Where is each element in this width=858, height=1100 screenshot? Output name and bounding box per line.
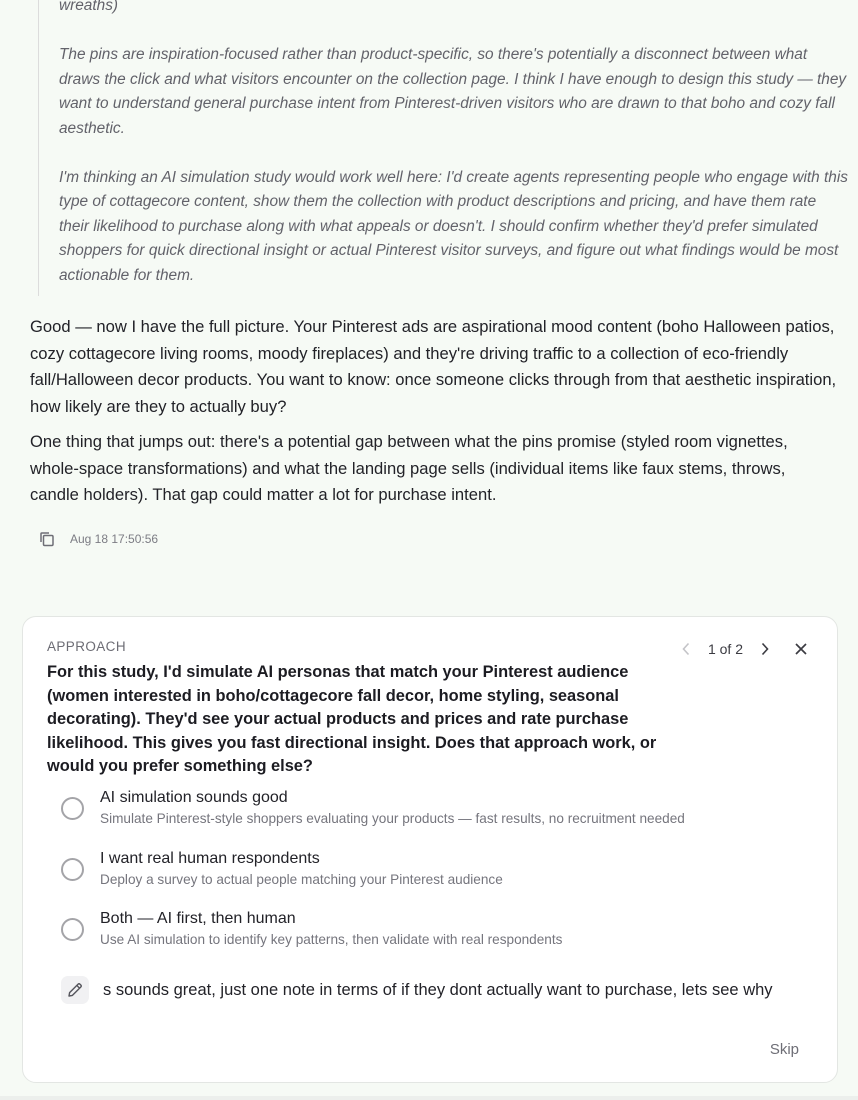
option-description: Use AI simulation to identify key patterns, then validate with real respondents [100,932,563,947]
prev-button[interactable] [678,641,694,657]
divider [0,1096,858,1100]
option-ai-simulation[interactable] [61,789,801,839]
thinking-block [38,0,850,296]
response-paragraph: One thing that jumps out: there's a potential gap between what the pins promise (styled room vignettes, whole-space transformations) and what the landing page sells (individual items like faux stems, throws, candle holders). That gap could matter a lot for purchase intent. [30,432,788,504]
assistant-response [30,314,838,509]
thinking-paragraph: The pins are inspiration-focused rather than product-specific, so there's potentially a disconnect between what draws the click and what visitors encounter on the collection page. I think I have enough to design this study — they want to understand general purchase intent from Pinterest-driven visitors who are drawn to that boho and cozy fall aesthetic. [59,46,847,137]
option-description: Simulate Pinterest-style shoppers evaluating your products — fast results, no recruitment needed [100,811,685,826]
option-title: I want real human respondents [100,850,320,867]
pencil-icon [66,981,84,999]
next-button[interactable] [757,641,773,657]
response-paragraph: Good — now I have the full picture. Your Pinterest ads are aspirational mood content (boho Halloween patios, cozy cottagecore living rooms, moody fireplaces) and they're driving traffic to a collection of eco-friendly fall/Halloween decor products. You want to know: once someone clicks through from that aesthetic inspiration, how likely are they to actually buy? [30,317,837,416]
option-title: AI simulation sounds good [100,789,288,806]
custom-answer [61,975,811,1005]
chevron-left-icon [681,642,691,656]
thinking-paragraph: I'm thinking an AI simulation study would work well here: I'd create agents representing people who engage with this type of cottagecore content, show them the collection with product descriptions and pricing, and have them rate their likelihood to purchase along with what appeals or doesn't. I should confirm whether they'd prefer simulated shoppers for quick directional insight or actual Pinterest visitor surveys, and figure out what findings would be most actionable for them. [59,168,848,284]
card-question: For this study, I'd simulate AI personas that match your Pinterest audience (women interested in boho/cottagecore fall decor, home styling, seasonal decorating). They'd see your actual products and prices and rate purchase likelihood. This gives you fast directional insight. Does that approach work, or would you prefer something else? [47,663,657,775]
option-title: Both — AI first, then human [100,910,296,927]
chevron-right-icon [760,642,770,656]
close-button[interactable] [793,641,809,657]
approach-card [22,616,838,1083]
copy-icon[interactable] [38,530,56,548]
pager-text: 1 of 2 [707,641,743,657]
option-real-humans[interactable] [61,850,801,900]
custom-answer-input[interactable] [103,976,811,1004]
thinking-paragraph: wreaths) [59,0,119,14]
radio-button[interactable] [61,797,84,820]
card-label: APPROACH [47,639,126,654]
message-timestamp: Aug 18 17:50:56 [70,532,159,546]
option-both[interactable] [61,910,801,960]
message-meta [38,530,158,548]
card-pager [678,641,809,657]
radio-button[interactable] [61,918,84,941]
radio-button[interactable] [61,858,84,881]
option-description: Deploy a survey to actual people matching your Pinterest audience [100,872,503,887]
skip-button[interactable]: Skip [769,1041,799,1058]
close-icon [794,642,808,656]
pencil-icon-wrap [61,976,89,1004]
